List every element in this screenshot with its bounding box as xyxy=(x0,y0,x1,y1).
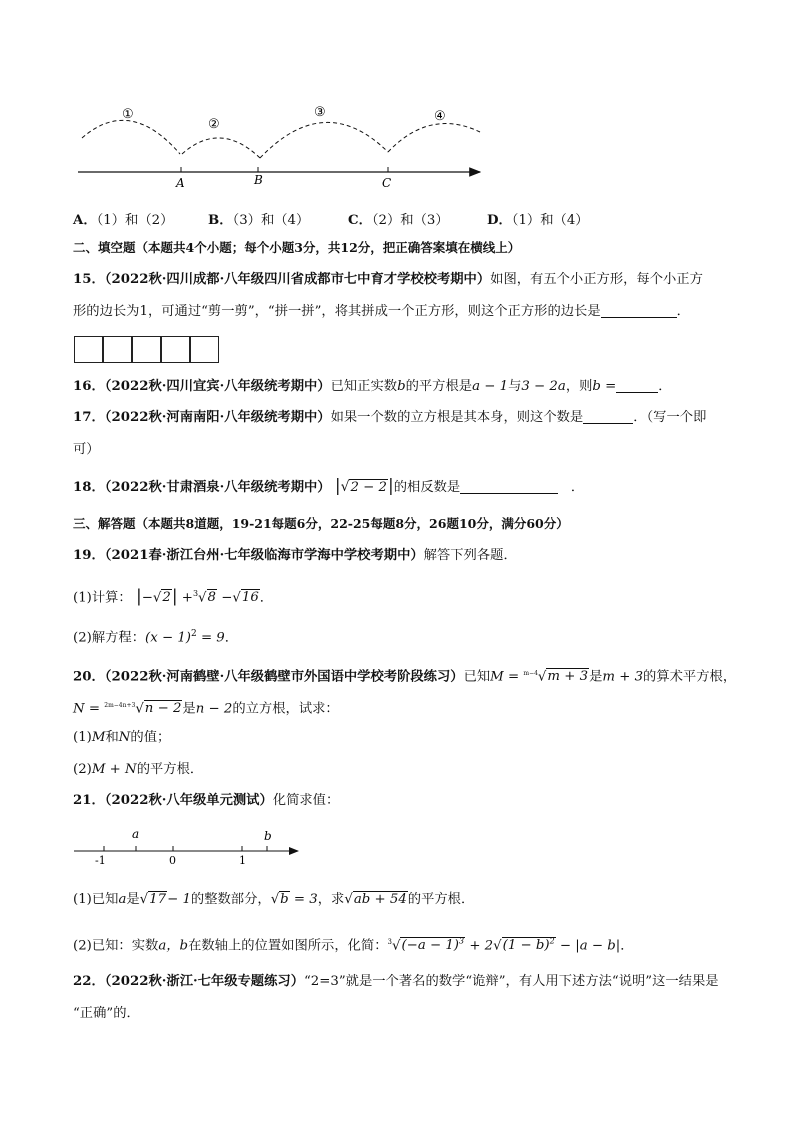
question-22-line-1 xyxy=(73,972,719,992)
punctuation: ． xyxy=(676,304,690,319)
sqrt-sign: √ xyxy=(392,938,401,954)
small-square xyxy=(161,336,190,363)
point-label-a: A xyxy=(176,176,185,190)
question-text: 的值； xyxy=(130,730,171,745)
question-21-part-1 xyxy=(73,890,474,910)
math-expr: 17 xyxy=(149,892,167,907)
arc-label-3: ③ xyxy=(314,105,326,120)
question-text: 形的边长为1，可通过“剪一剪”，“拼一拼”，将其拼成一个正方形，则这个正方形的边长是 xyxy=(73,304,601,319)
question-18 xyxy=(73,476,584,498)
small-square xyxy=(132,336,161,363)
question-text: 的算术平方根， xyxy=(643,669,737,685)
math-expr: − 1 xyxy=(167,892,191,907)
math-expr: = 9 xyxy=(200,630,225,646)
section-heading-solve: 三、解答题（本题共8道题，19-21每题6分，22-25每题8分，26题10分，满分60分） xyxy=(73,516,569,531)
sqrt-sign: √ xyxy=(270,892,280,907)
small-square xyxy=(190,336,219,363)
root-index: 3 xyxy=(192,589,199,598)
math-expr: 2 − 2 xyxy=(350,480,387,495)
punctuation: ． xyxy=(570,480,585,495)
section-heading-fill-in: 二、填空题（本题共4个小题；每个小题3分，共12分，把正确答案填在横线上） xyxy=(73,240,521,255)
question-text: ．（写一个即 xyxy=(633,410,707,425)
choice-text: （1）和（4） xyxy=(511,213,589,228)
math-expr-group xyxy=(502,937,556,953)
math-expr: − |a − b| xyxy=(559,938,621,954)
choice-a[interactable] xyxy=(73,209,173,228)
math-expr-group xyxy=(400,937,465,953)
small-square xyxy=(103,336,132,363)
choice-c[interactable] xyxy=(348,209,449,228)
question-17-cont: 可） xyxy=(73,442,100,457)
point-label-c: C xyxy=(382,176,392,190)
choice-text: （2）和（3） xyxy=(371,213,449,228)
choice-letter: B． xyxy=(208,213,233,228)
question-16 xyxy=(73,377,672,397)
point-label-a: a xyxy=(132,827,140,841)
part-label: (1)计算： xyxy=(73,590,132,606)
question-20-line-2 xyxy=(73,696,339,719)
tick-label-0: 0 xyxy=(169,854,176,867)
answer-blank[interactable] xyxy=(616,378,658,393)
math-expr: M + N xyxy=(91,762,137,777)
math-expr: (x − 1) xyxy=(145,630,191,646)
question-20-part-1 xyxy=(73,728,170,748)
math-expr: n − 2 xyxy=(195,701,233,717)
root-index: m−4 xyxy=(523,670,538,677)
question-21-part-2 xyxy=(73,932,634,956)
abs-bar: | xyxy=(334,476,341,496)
question-text: ，求 xyxy=(317,892,345,907)
part-label: (2)已知：实数 xyxy=(73,938,159,954)
sqrt-sign: √ xyxy=(493,938,502,954)
math-expr: n − 2 xyxy=(144,701,182,717)
question-text: “2=3”就是一个著名的数学“诡辩”，有人用下述方法“说明”这一结果是 xyxy=(304,974,719,989)
question-number: 15． xyxy=(73,272,105,287)
question-text: 的平方根是 xyxy=(405,379,473,394)
sqrt-sign: √ xyxy=(340,479,350,495)
question-source: （2021春·浙江台州·七年级临海市学海中学校考期中） xyxy=(104,548,424,563)
question-text: 是 xyxy=(182,701,196,717)
question-19-part-2 xyxy=(73,624,238,648)
punctuation: ． xyxy=(259,590,274,606)
answer-blank[interactable] xyxy=(460,479,558,494)
math-expr: + 2 xyxy=(469,938,494,954)
part-label: (1)已知 xyxy=(73,892,119,907)
choice-letter: C． xyxy=(348,213,372,228)
arc-2 xyxy=(182,138,260,158)
math-exponent: 3 xyxy=(458,937,465,946)
math-op: − xyxy=(221,590,233,606)
abs-bar: | xyxy=(171,586,178,607)
question-text: 解答下列各题． xyxy=(423,548,517,563)
question-number: 18． xyxy=(73,480,105,495)
math-expr: 8 xyxy=(207,590,216,606)
math-expr: (−a − 1) xyxy=(401,938,459,954)
choice-letter: D． xyxy=(487,213,512,228)
math-expr: b xyxy=(280,892,289,907)
tick-label-1: 1 xyxy=(239,854,246,867)
question-text: 如图，有五个小正方形，每个小正方 xyxy=(490,272,703,287)
arc-4 xyxy=(388,124,480,152)
answer-blank[interactable] xyxy=(601,303,677,318)
sqrt-sign: √ xyxy=(232,590,241,606)
math-expr: 16 xyxy=(241,590,259,606)
math-expr: 3 − 2a xyxy=(521,379,566,394)
sqrt-sign: √ xyxy=(135,701,144,717)
punctuation: ． xyxy=(620,938,634,954)
question-text: 的平方根． xyxy=(136,762,204,777)
question-number: 20． xyxy=(73,669,105,685)
choice-text: （1）和（2） xyxy=(96,213,174,228)
abs-bar: | xyxy=(388,476,394,496)
question-17 xyxy=(73,408,706,428)
question-15-line-1 xyxy=(73,270,703,290)
tick-label-minus-1: -1 xyxy=(95,854,106,867)
question-source: （2022秋·河南鹤壁·八年级鹤壁市外国语中学校考阶段练习） xyxy=(104,669,464,685)
question-20-line-1 xyxy=(73,664,736,687)
punctuation: ． xyxy=(658,379,672,394)
question-21 xyxy=(73,791,339,811)
arc-3 xyxy=(260,122,388,158)
sqrt-sign: √ xyxy=(537,669,547,685)
choice-text: （3）和（4） xyxy=(232,213,310,228)
root-index: 3 xyxy=(387,938,392,946)
question-source: （2022秋·浙江·七年级专题练习） xyxy=(104,974,304,989)
math-expr: (1 − b) xyxy=(502,938,550,954)
punctuation: ． xyxy=(224,630,239,646)
question-text: 在数轴上的位置如图所示，化简： xyxy=(188,938,388,954)
math-op: − xyxy=(141,590,153,606)
choice-letter: A． xyxy=(73,213,97,228)
math-expr: m + 3 xyxy=(602,669,644,685)
point-label-b: b xyxy=(264,829,272,843)
choice-d[interactable] xyxy=(487,209,589,228)
arc-number-line-figure xyxy=(70,98,490,190)
question-19-part-1 xyxy=(73,584,273,608)
part-label: (2)解方程： xyxy=(73,630,146,646)
question-text: 是 xyxy=(126,892,140,907)
question-20-part-2 xyxy=(73,760,203,780)
question-source: （2022秋·四川成都·八年级四川省成都市七中育才学校校考期中） xyxy=(104,272,491,287)
question-text: 与 xyxy=(508,379,522,394)
question-source: （2022秋·河南南阳·八年级统考期中） xyxy=(104,410,331,425)
math-var: N xyxy=(118,730,131,745)
math-var: b xyxy=(397,379,406,394)
math-exponent: 2 xyxy=(190,629,197,639)
question-text: 是 xyxy=(589,669,603,685)
small-square xyxy=(74,336,103,363)
math-op: + xyxy=(181,590,193,606)
sqrt-sign: √ xyxy=(139,892,149,907)
question-source: （2022秋·甘肃酒泉·八年级统考期中） xyxy=(104,480,331,495)
question-text: 化简求值： xyxy=(272,793,340,808)
sqrt-sign: √ xyxy=(198,590,207,606)
question-text: 的整数部分， xyxy=(190,892,271,907)
sqrt-sign: √ xyxy=(152,590,162,606)
choice-b[interactable] xyxy=(208,209,309,228)
question-text: 已知 xyxy=(463,669,491,685)
math-exponent: 2 xyxy=(549,937,555,946)
question-text: ，则 xyxy=(565,379,593,394)
question-number: 19． xyxy=(73,548,105,563)
math-expr: b = xyxy=(592,379,617,394)
arc-label-1: ① xyxy=(122,107,134,122)
question-22-line-2: “正确”的． xyxy=(73,1006,140,1021)
question-number: 17． xyxy=(73,410,105,425)
arc-label-2: ② xyxy=(208,117,220,132)
question-text: 的平方根． xyxy=(407,892,475,907)
question-text: 已知正实数 xyxy=(330,379,398,394)
question-text: 和 xyxy=(105,730,119,745)
math-expr: M = xyxy=(490,669,520,685)
math-expr: m + 3 xyxy=(547,669,589,685)
arc-label-4: ④ xyxy=(434,109,446,124)
math-var: a xyxy=(118,892,127,907)
math-var: M xyxy=(91,730,106,745)
part-label: (1) xyxy=(73,730,92,745)
number-line-a-b xyxy=(70,822,310,868)
question-number: 16． xyxy=(73,379,105,394)
question-number: 22． xyxy=(73,974,105,989)
abs-bar: | xyxy=(135,586,142,607)
math-var: a，b xyxy=(158,938,189,954)
question-19 xyxy=(73,546,517,566)
math-expr: 2 xyxy=(162,590,171,606)
question-number: 21． xyxy=(73,793,105,808)
question-text: 的立方根，试求： xyxy=(232,701,339,717)
math-expr: = 3 xyxy=(293,892,318,907)
math-expr: N = xyxy=(73,701,101,717)
arc-1 xyxy=(82,120,180,154)
question-text: 如果一个数的立方根是其本身，则这个数是 xyxy=(330,410,584,425)
question-text: 的相反数是 xyxy=(393,480,461,495)
question-source: （2022秋·八年级单元测试） xyxy=(104,793,273,808)
part-label: (2) xyxy=(73,762,92,777)
question-15-line-2 xyxy=(73,302,690,322)
root-index: 2m−4n+3 xyxy=(104,702,136,709)
point-label-b: B xyxy=(254,173,263,187)
math-expr: a − 1 xyxy=(472,379,509,394)
math-expr: ab + 54 xyxy=(353,892,407,907)
answer-blank[interactable] xyxy=(583,409,633,424)
sqrt-sign: √ xyxy=(344,892,353,907)
question-source: （2022秋·四川宜宾·八年级统考期中） xyxy=(104,379,331,394)
